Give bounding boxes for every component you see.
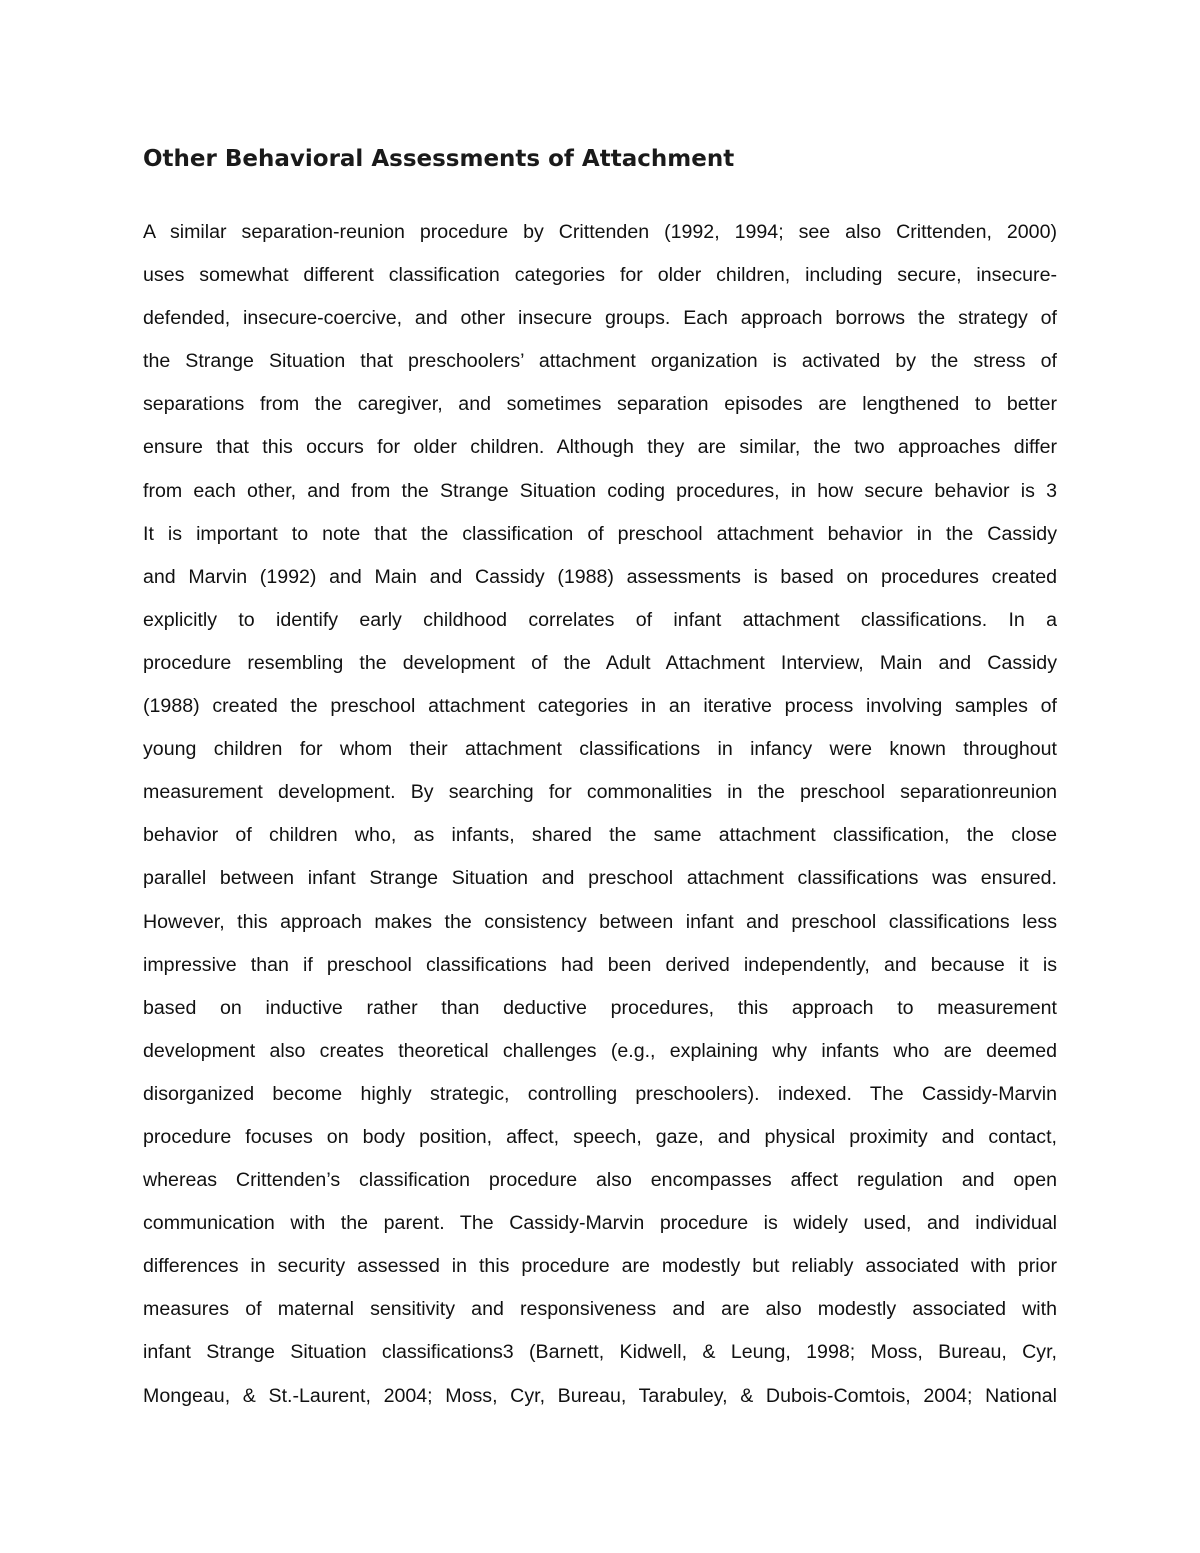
body-text-line: measurement development. By searching for commonalities in the preschool separationreunion <box>143 781 1057 804</box>
body-text-line: behavior of children who, as infants, shared the same attachment classification, the close <box>143 824 1057 847</box>
body-text-line: whereas Crittenden’s classification procedure also encompasses affect regulation and open <box>143 1169 1057 1192</box>
body-text-line: It is important to note that the classification of preschool attachment behavior in the Cassidy <box>143 522 1057 545</box>
body-text-line: communication with the parent. The Cassidy-Marvin procedure is widely used, and individual <box>143 1212 1057 1235</box>
body-text-line: ensure that this occurs for older children. Although they are similar, the two approaches differ <box>143 436 1057 459</box>
body-text-line: differences in security assessed in this procedure are modestly but reliably associated with prior <box>143 1255 1057 1278</box>
body-text-line: and Marvin (1992) and Main and Cassidy (1988) assessments is based on procedures created <box>143 565 1057 588</box>
body-text-line: young children for whom their attachment classifications in infancy were known throughout <box>143 738 1057 761</box>
body-text <box>143 218 1057 1425</box>
body-text-line: infant Strange Situation classifications3 (Barnett, Kidwell, & Leung, 1998; Moss, Bureau, Cyr, <box>143 1341 1057 1364</box>
body-text-line: from each other, and from the Strange Situation coding procedures, in how secure behavior is 3 <box>143 479 1057 502</box>
body-text-line: defended, insecure-coercive, and other insecure groups. Each approach borrows the strategy of <box>143 307 1057 330</box>
body-text-line: separations from the caregiver, and sometimes separation episodes are lengthened to better <box>143 393 1057 416</box>
body-text-line: impressive than if preschool classifications had been derived independently, and because it is <box>143 953 1057 976</box>
body-text-line: However, this approach makes the consistency between infant and preschool classifications less <box>143 910 1057 933</box>
body-text-line: based on inductive rather than deductive procedures, this approach to measurement <box>143 996 1057 1019</box>
document-title: Other Behavioral Assessments of Attachment <box>143 146 735 172</box>
body-text-line: explicitly to identify early childhood correlates of infant attachment classifications. In a <box>143 608 1057 631</box>
body-text-line: A similar separation-reunion procedure by Crittenden (1992, 1994; see also Crittenden, 2000) <box>143 221 1057 243</box>
body-text-line: measures of maternal sensitivity and responsiveness and are also modestly associated with <box>143 1298 1057 1321</box>
body-text-line: Mongeau, & St.-Laurent, 2004; Moss, Cyr, Bureau, Tarabuley, & Dubois-Comtois, 2004; National <box>143 1384 1057 1407</box>
body-text-line: (1988) created the preschool attachment categories in an iterative process involving samples of <box>143 695 1057 718</box>
body-text-line: development also creates theoretical challenges (e.g., explaining why infants who are deemed <box>143 1039 1057 1062</box>
body-text-line: disorganized become highly strategic, controlling preschoolers). indexed. The Cassidy-Marvin <box>143 1082 1057 1105</box>
body-text-line: parallel between infant Strange Situation and preschool attachment classifications was ensured. <box>143 867 1057 890</box>
body-text-line: the Strange Situation that preschoolers’ attachment organization is activated by the stress of <box>143 350 1057 373</box>
body-text-line: procedure resembling the development of the Adult Attachment Interview, Main and Cassidy <box>143 651 1057 674</box>
body-text-line: uses somewhat different classification categories for older children, including secure, insecure- <box>143 264 1057 287</box>
body-text-line: procedure focuses on body position, affect, speech, gaze, and physical proximity and contact, <box>143 1125 1057 1148</box>
